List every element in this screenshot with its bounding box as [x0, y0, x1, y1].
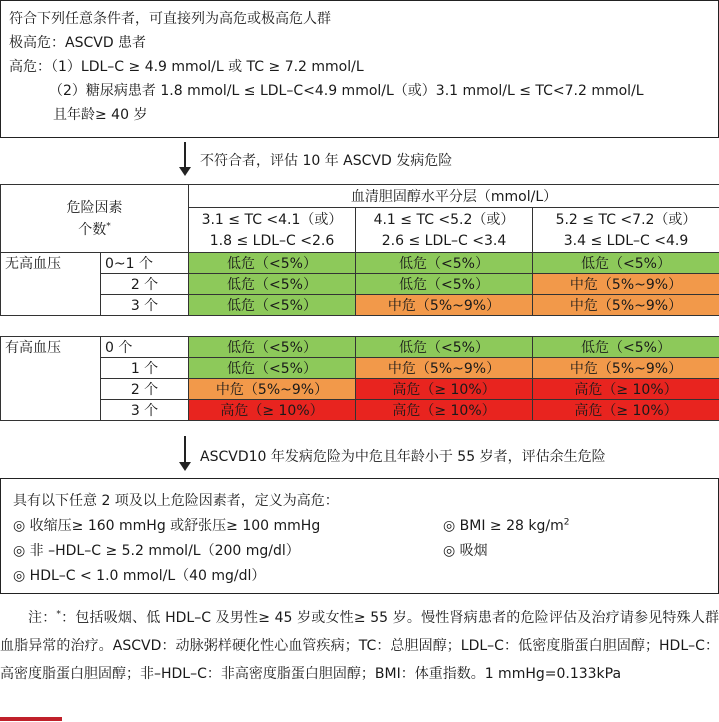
table-row — [1, 358, 719, 379]
table-row — [1, 400, 719, 421]
risk-cell-low: 低危（<5%） — [189, 295, 356, 316]
arrow-shaft — [184, 436, 186, 463]
risk-factor-row — [13, 514, 706, 539]
risk-factor-row — [13, 539, 706, 564]
table-row — [1, 253, 719, 274]
risk-item-smoking: ◎ 吸烟 — [443, 543, 488, 559]
risk-cell-low: 低危（<5%） — [356, 253, 533, 274]
col2-ldl: 2.6 ≤ LDL–C <3.4 — [356, 230, 533, 253]
factor-count: 0~1 个 — [101, 253, 189, 274]
footnote-text: ：包括吸烟、低 HDL–C 及男性≥ 45 岁或女性≥ 55 岁。慢性肾病患者的危险评估及治疗请参见特殊人群血脂异常的治疗。ASCVD：动脉粥样硬化性心血管疾病；TC：总胆固醇；LDL–C：低密度脂蛋白胆固醇；HDL–C：高密度脂蛋白胆固醇；非–HDL–C：非高密度脂蛋白胆固醇；BMI：体重指数。1 mmHg=0.133kPa — [0, 610, 719, 682]
table-row — [1, 274, 719, 295]
high-risk-line-2: （2）糖尿病患者 1.8 mmol/L ≤ LDL–C<4.9 mmol/L（或）3.1 mmol/L ≤ TC<7.2 mmol/L — [49, 83, 644, 99]
risk-item-hdl: ◎ HDL–C < 1.0 mmol/L（40 mg/dl） — [13, 568, 266, 584]
flow-arrow-1 — [0, 142, 719, 176]
very-high-risk-line: 极高危：ASCVD 患者 — [9, 35, 147, 51]
criteria-title: 符合下列任意条件者，可直接列为高危或极高危人群 — [9, 11, 331, 27]
risk-cell-mid: 中危（5%~9%） — [356, 295, 533, 316]
footnote-mark: * — [56, 609, 61, 620]
risk-cell-low: 低危（<5%） — [533, 253, 719, 274]
strata-header: 血清胆固醇水平分层（mmol/L） — [189, 185, 719, 208]
risk-cell-low: 低危（<5%） — [356, 337, 533, 358]
risk-cell-high: 高危（≥ 10%） — [533, 400, 719, 421]
risk-cell-mid: 中危（5%~9%） — [189, 379, 356, 400]
high-risk-line-1: 高危：（1）LDL–C ≥ 4.9 mmol/L 或 TC ≥ 7.2 mmol/L — [9, 59, 364, 75]
accent-bar — [0, 717, 62, 721]
risk-cell-low: 低危（<5%） — [189, 337, 356, 358]
risk-cell-mid: 中危（5%~9%） — [533, 358, 719, 379]
col2-tc: 4.1 ≤ TC <5.2（或） — [356, 208, 533, 231]
risk-cell-high: 高危（≥ 10%） — [356, 379, 533, 400]
factor-header: 危险因素 — [66, 199, 123, 216]
risk-item-non-hdl: ◎ 非 –HDL–C ≥ 5.2 mmol/L（200 mg/dl） — [13, 543, 300, 559]
arrow-shaft — [184, 142, 186, 168]
direct-criteria-box — [0, 0, 719, 138]
factor-count: 3 个 — [101, 400, 189, 421]
table-gap — [1, 316, 719, 337]
factor-header-count: 个数* — [78, 220, 111, 238]
col1-ldl: 1.8 ≤ LDL–C <2.6 — [189, 230, 356, 253]
factor-count: 3 个 — [101, 295, 189, 316]
flow-arrow-2 — [0, 436, 719, 470]
additional-risk-title: 具有以下任意 2 项及以上危险因素者，定义为高危： — [13, 493, 339, 509]
risk-cell-low: 低危（<5%） — [189, 358, 356, 379]
factor-count: 2 个 — [101, 379, 189, 400]
arrow-down-icon — [179, 462, 191, 471]
factor-count: 0 个 — [101, 337, 189, 358]
risk-cell-high: 高危（≥ 10%） — [533, 379, 719, 400]
no-hypertension-label: 无高血压 — [1, 253, 101, 316]
risk-cell-low: 低危（<5%） — [356, 274, 533, 295]
hypertension-label: 有高血压 — [1, 337, 101, 421]
footnote-mark: * — [106, 220, 111, 231]
factor-count: 1 个 — [101, 358, 189, 379]
risk-cell-low: 低危（<5%） — [189, 274, 356, 295]
factor-header-cell — [1, 185, 189, 253]
high-risk-line-3: 且年龄≥ 40 岁 — [53, 107, 148, 123]
risk-cell-mid: 中危（5%~9%） — [533, 274, 719, 295]
table-row — [1, 295, 719, 316]
risk-stratification-table — [0, 184, 719, 421]
risk-item-bp: ◎ 收缩压≥ 160 mmHg 或舒张压≥ 100 mmHg — [13, 518, 321, 534]
col1-tc: 3.1 ≤ TC <4.1（或） — [189, 208, 356, 231]
risk-factor-row — [13, 564, 706, 589]
factor-count: 2 个 — [101, 274, 189, 295]
risk-cell-high: 高危（≥ 10%） — [189, 400, 356, 421]
table-row — [1, 337, 719, 358]
risk-cell-low: 低危（<5%） — [189, 253, 356, 274]
col3-tc: 5.2 ≤ TC <7.2（或） — [533, 208, 719, 231]
arrow2-label: ASCVD10 年发病危险为中危且年龄小于 55 岁者，评估余生危险 — [200, 449, 606, 465]
arrow-down-icon — [179, 167, 191, 176]
risk-item-bmi: ◎ BMI ≥ 28 $kg/m^2$ — [443, 517, 570, 534]
arrow1-label: 不符合者，评估 10 年 ASCVD 发病危险 — [200, 153, 453, 169]
risk-cell-mid: 中危（5%~9%） — [356, 358, 533, 379]
col3-ldl: 3.4 ≤ LDL–C <4.9 — [533, 230, 719, 253]
additional-risk-box — [0, 478, 719, 594]
risk-cell-high: 高危（≥ 10%） — [356, 400, 533, 421]
risk-cell-low: 低危（<5%） — [533, 337, 719, 358]
risk-cell-mid: 中危（5%~9%） — [533, 295, 719, 316]
table-row — [1, 379, 719, 400]
footnote: 注：*：包括吸烟、低 HDL–C 及男性≥ 45 岁或女性≥ 55 岁。慢性肾病患者的危险评估及治疗请参见特殊人群血脂异常的治疗。ASCVD：动脉粥样硬化性心血管疾病；TC：总胆固醇；LDL–C：低密度脂蛋白胆固醇；HDL–C：高密度脂蛋白胆固醇；非–HDL–C：非高密度脂蛋白胆固醇；BMI：体重指数。1 mmHg=0.133kPa — [0, 609, 719, 682]
